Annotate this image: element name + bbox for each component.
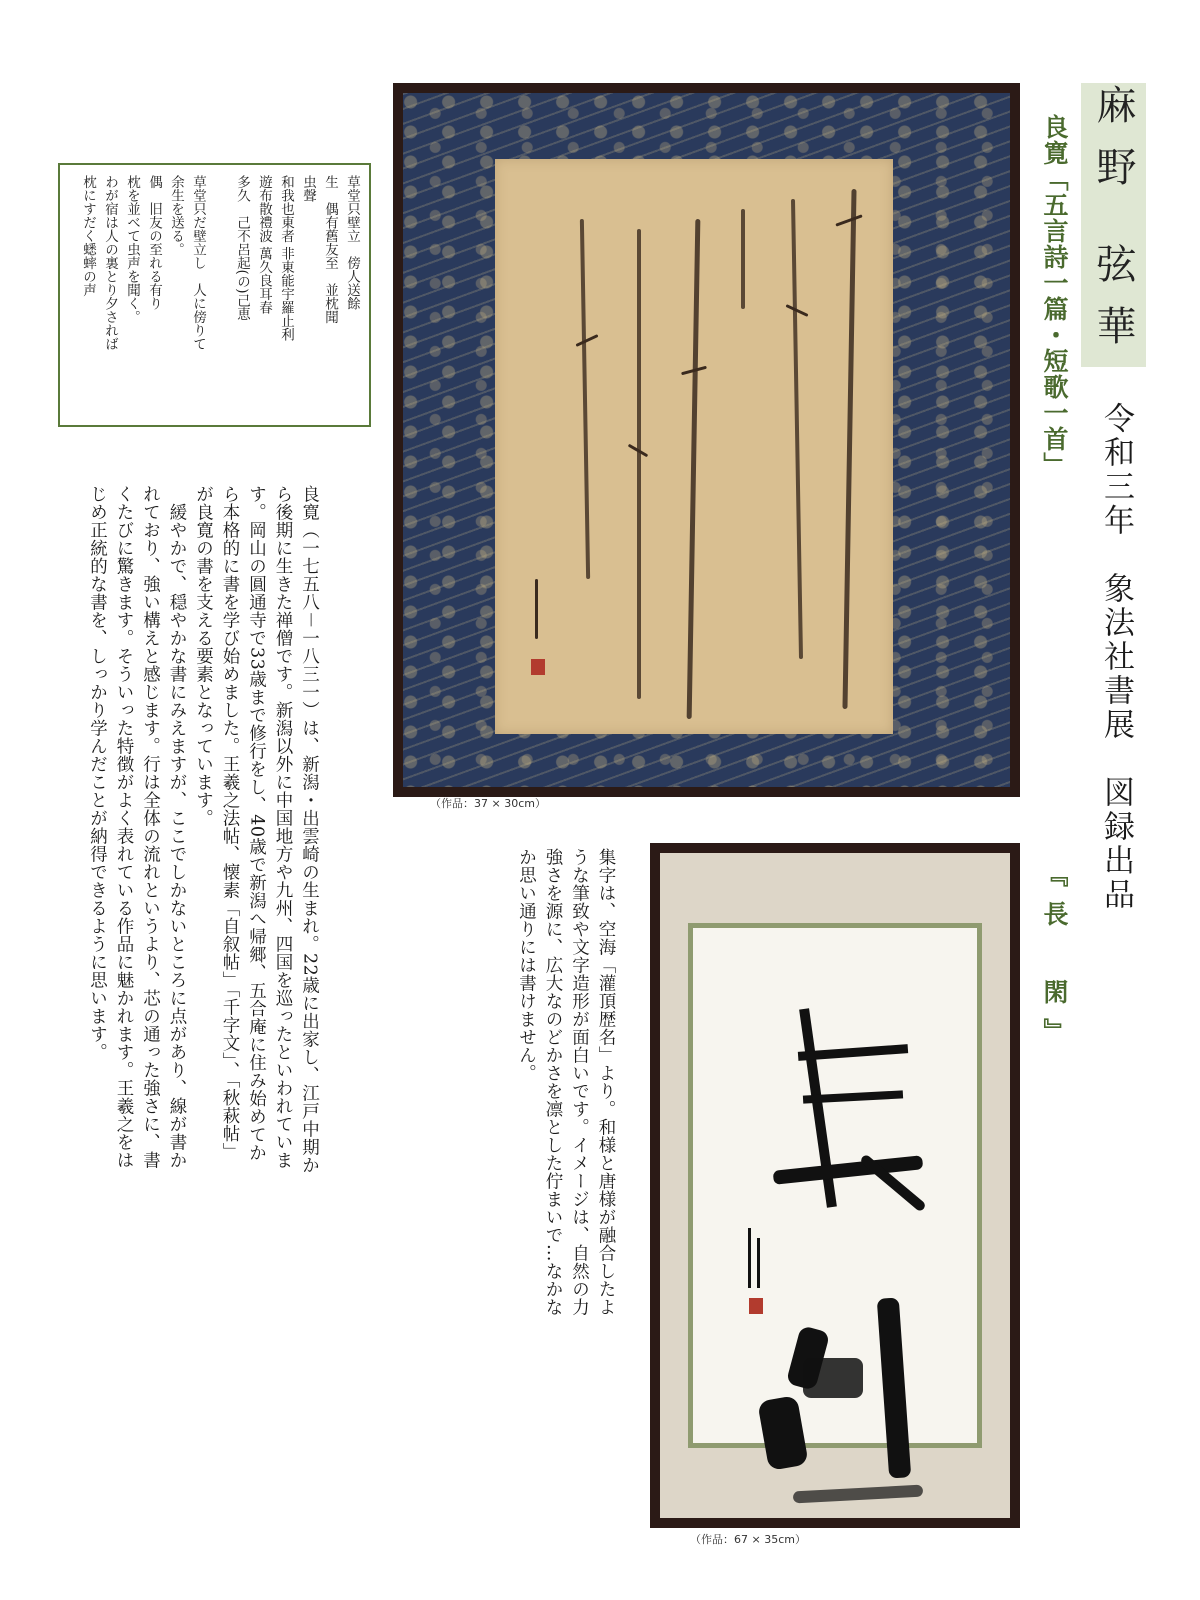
poem-reading-2: 余生を送る。 — [168, 175, 184, 256]
work1-frame — [393, 83, 1020, 797]
exhibition-title: 令和三年 象法社書展 図録出品 — [1098, 402, 1134, 912]
poem-original-3: 虫聲 — [300, 175, 316, 202]
poem-reading-3: 偶 旧友の至れる有り — [146, 175, 162, 310]
work2-mat — [660, 853, 1010, 1518]
work1-caption: （作品：37 × 30cm） — [430, 797, 546, 810]
poem-reading-1: 草堂只だ壁立し 人に傍りて — [190, 175, 206, 351]
work2-title: 『長 閑』 — [1040, 862, 1069, 1057]
poem-original-4: 和我也東者 非東能宇羅止利 — [278, 175, 294, 342]
brocade-mount — [403, 93, 1010, 787]
poem-text-box — [58, 163, 371, 427]
artist-name-box — [1081, 83, 1146, 367]
work2-calligraphy-image — [693, 928, 977, 1443]
work2-description: 集字は、空海「灌頂歴名」より。和様と唐様が融合したような筆致や文字造形が面白いです。イメージは、自然の力強さを源に、広大なのどかさを凛とした佇まいで…なかなか思い通りには書けません。 — [516, 848, 616, 1316]
work2-frame — [650, 843, 1020, 1528]
poem-original-6: 多久 己不呂起(の)己恵 — [234, 175, 250, 321]
poem-reading-6: 枕にすだく蟋蟀の声 — [80, 175, 96, 297]
work2-caption: （作品：67 × 35cm） — [690, 1533, 806, 1546]
poem-original-2: 生 偶有舊友至 並枕聞 — [322, 175, 338, 324]
work1-title: 良寛「五言詩一篇・短歌一首」 — [1040, 114, 1069, 478]
artist-name: 麻野 弦華 — [1090, 83, 1136, 367]
work1-description — [84, 485, 323, 1175]
poem-original-1: 草堂只壁立 傍人送餘 — [344, 175, 360, 310]
poem-reading-4: 枕を並べて虫声を聞く。 — [124, 175, 140, 324]
work1-description-para-1: 良寛（一七五八－一八三一）は、新潟・出雲崎の生まれ。22歳に出家し、江戸中期から後期に生きた禅僧です。新潟以外に中国地方や九州、四国を巡ったといわれています。岡山の圓通寺で33歳まで修行をし、40歳で新潟へ帰郷、五合庵に住み始めてから本格的に書を学び始めました。王羲之法帖、懐素「自叙帖」「千字文」、「秋萩帖」が良寛の書を支える要素となっています。 — [193, 485, 320, 1175]
poem-reading-5: わが宿は人の裏とり夕されば — [102, 175, 118, 351]
poem-original-5: 遊布散禮波 萬久良耳春 — [256, 175, 272, 315]
work1-description-para-2: 緩やかで、穏やかな書にみえますが、ここでしかないところに点があり、線が書かれており、強い構えと感じます。行は全体の流れというより、芯の通った強さに、書くたびに驚きます。そういった特徴がよく表れている作品に魅かれます。王羲之をはじめ正統的な書を、しっかり学んだことが納得できるように思います。 — [87, 485, 187, 1169]
work1-calligraphy-image — [495, 159, 893, 734]
